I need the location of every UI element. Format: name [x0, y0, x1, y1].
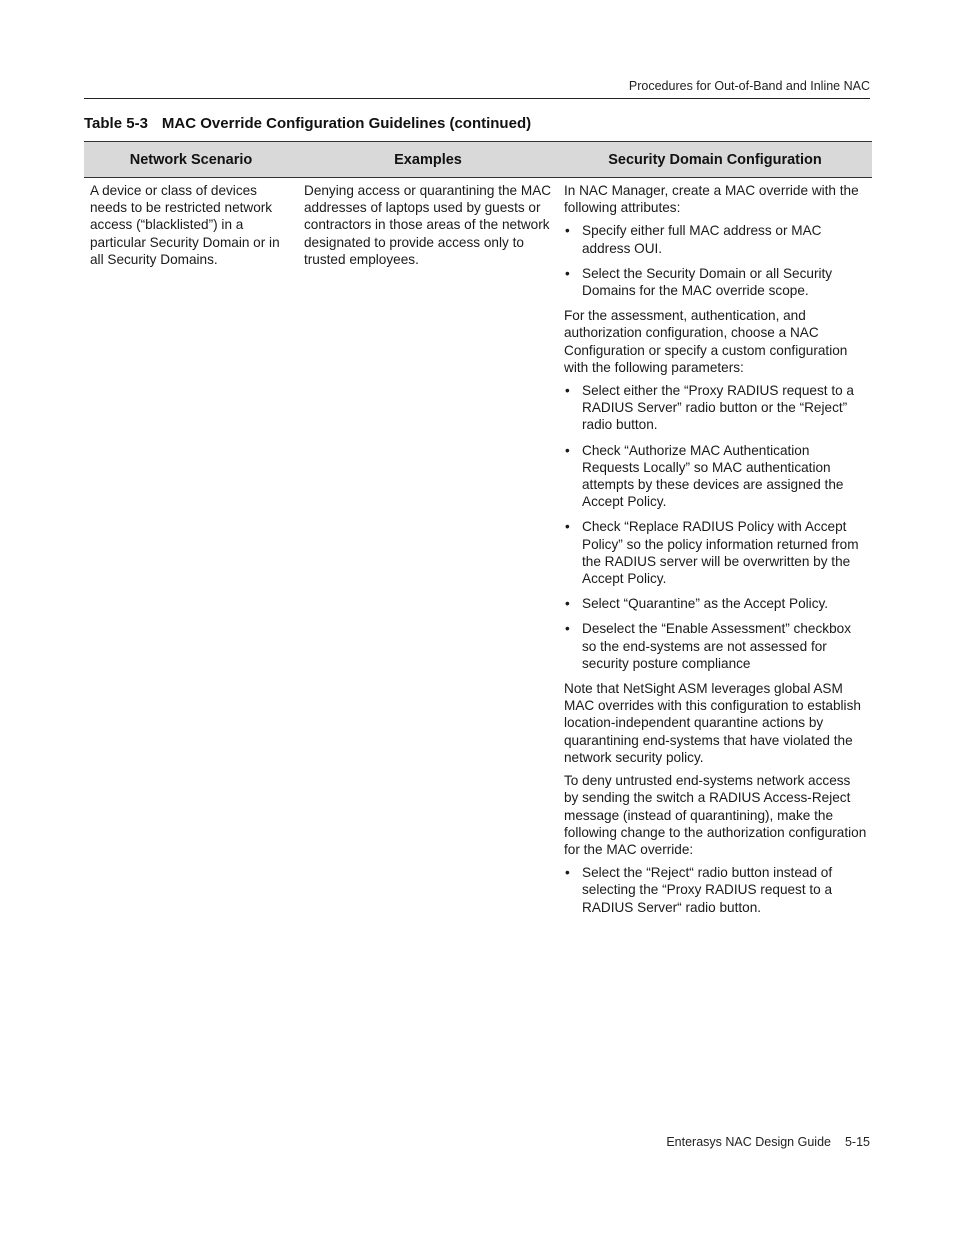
list-item: • Check “Authorize MAC Authentication Requests Locally” so MAC authentication attempts by these devices are assigned the Accept Policy. [565, 442, 844, 510]
list-item: • Select “Quarantine” as the Accept Policy. [565, 596, 829, 612]
bullet-icon: • [565, 223, 570, 239]
column-header-security-domain-configuration: Security Domain Configuration [608, 151, 822, 168]
deny-step-list [564, 864, 868, 916]
cell-examples: Denying access or quarantining the MAC addresses of laptops used by guests or contractors in those areas of the network designated to provide access only to trusted employees. [304, 183, 552, 267]
running-header: Procedures for Out-of-Band and Inline NAC [628, 79, 870, 93]
list-item: • Deselect the “Enable Assessment” checkbox so the end-systems are not assessed for security posture compliance [565, 621, 851, 671]
list-item: • Select the “Reject“ radio button instead of selecting the “Proxy RADIUS request to a RADIUS Server“ radio button. [565, 865, 833, 915]
running-footer [84, 1135, 870, 1149]
parameter-list [564, 382, 868, 672]
header-rule [84, 98, 870, 99]
config-intro: In NAC Manager, create a MAC override with the following attributes: [564, 183, 859, 216]
list-item: • Check “Replace RADIUS Policy with Accept Policy” so the policy information returned from the RADIUS server will be overwritten by the Accept Policy. [565, 519, 859, 587]
params-intro: For the assessment, authentication, and authorization configuration, choose a NAC Configuration or specify a custom configuration with the following parameters: [564, 308, 848, 375]
page-number: 5-15 [844, 1135, 870, 1149]
bullet-icon: • [565, 383, 570, 399]
cell-network-scenario: A device or class of devices needs to be restricted network access (“blacklisted”) in a particular Security Domain or in all Security Domains. [90, 183, 280, 267]
list-item: • Select the Security Domain or all Security Domains for the MAC override scope. [565, 265, 833, 299]
table-number: Table 5-3 [84, 115, 148, 132]
table-row [84, 178, 872, 924]
attribute-list [564, 222, 868, 299]
list-item: • Specify either full MAC address or MAC address OUI. [565, 223, 822, 256]
bullet-icon: • [565, 519, 570, 535]
guide-title: Enterasys NAC Design Guide [666, 1135, 831, 1149]
bullet-icon: • [565, 442, 570, 458]
bullet-icon: • [565, 265, 570, 281]
deny-intro: To deny untrusted end-systems network access by sending the switch a RADIUS Access-Reject message (instead of quarantining), make the following change to the authorization configuration for the MAC override: [564, 773, 867, 857]
bullet-icon: • [565, 621, 570, 637]
cell-security-domain-configuration [558, 182, 872, 924]
table-title: MAC Override Configuration Guidelines (continued) [161, 115, 532, 132]
asm-note: Note that NetSight ASM leverages global ASM MAC overrides with this configuration to establish location-independent quarantine actions by quarantining end-systems that have violated the network security policy. [564, 681, 861, 765]
guidelines-table [84, 141, 872, 924]
bullet-icon: • [565, 596, 570, 612]
bullet-icon: • [565, 865, 570, 881]
table-header-row [84, 141, 872, 178]
table-caption [84, 115, 531, 132]
list-item: • Select either the “Proxy RADIUS request to a RADIUS Server” radio button or the “Reject” radio button. [565, 383, 854, 433]
column-header-network-scenario: Network Scenario [129, 151, 253, 168]
column-header-examples: Examples [394, 151, 462, 168]
